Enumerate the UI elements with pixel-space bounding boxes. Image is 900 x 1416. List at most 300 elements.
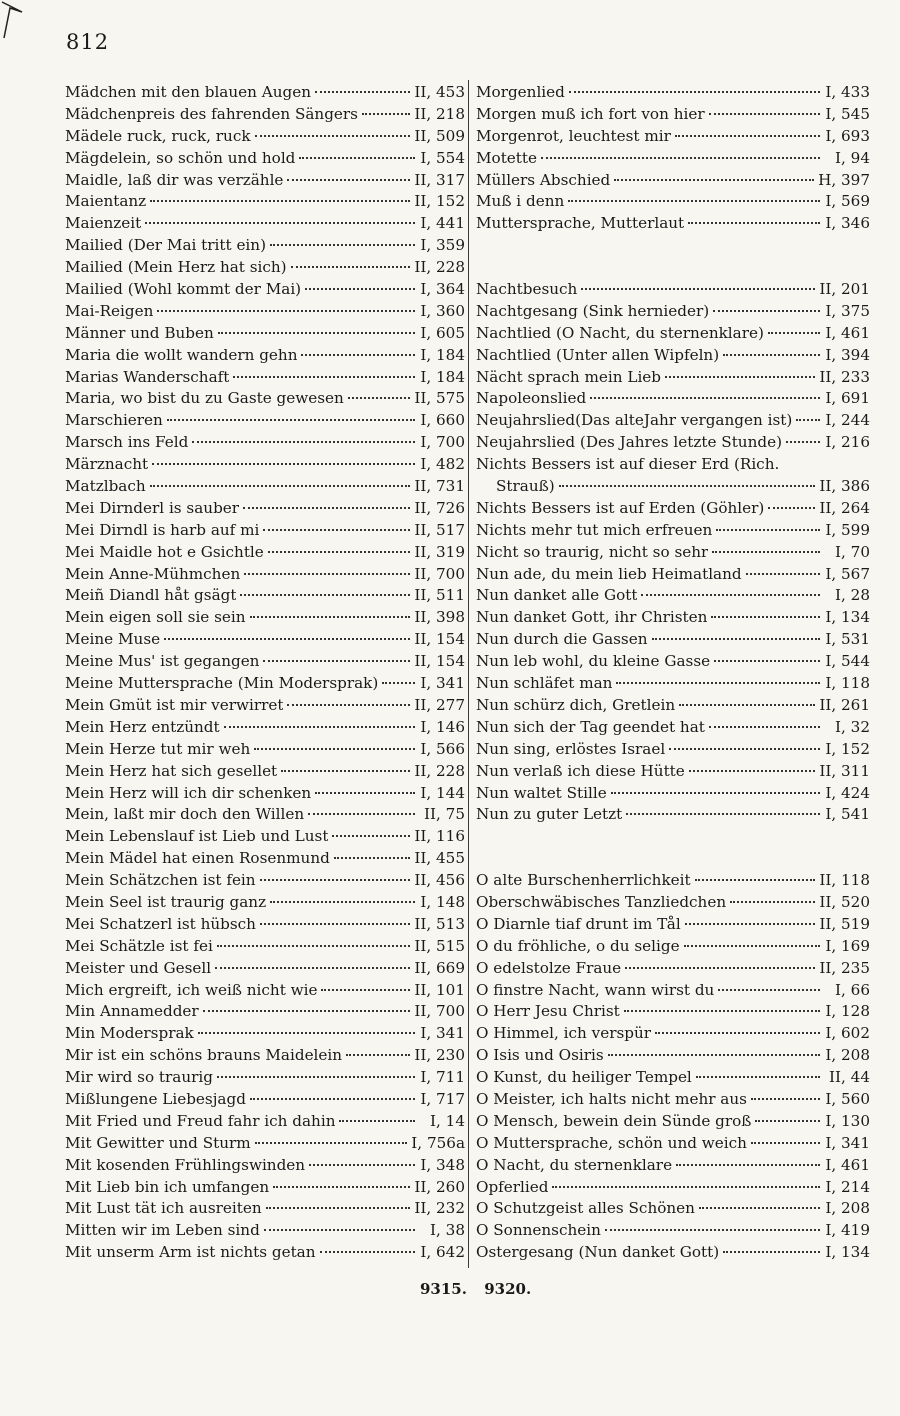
index-entry [476,1155,870,1177]
index-entry [476,542,870,564]
entry-reference: I, 394 [825,345,870,364]
dot-leader [309,1164,415,1166]
entry-title: O Herr Jesu Christ [476,1002,620,1021]
index-entry [65,1155,465,1177]
entry-title: Strauß) [496,477,555,496]
index-entry [65,323,465,345]
index-entry [65,826,465,848]
dot-leader [730,901,815,903]
dot-leader [203,1010,411,1012]
dot-leader [305,288,415,290]
entry-title: Morgenlied [476,83,565,101]
entry-title: Meiñ Diandl håt gsägt [65,586,237,605]
entry-title: Mei Schätzle ist fei [65,936,213,955]
entry-reference: II, 230 [414,1046,465,1065]
entry-reference: I, 560 [825,1089,870,1108]
entry-reference: II, 319 [414,542,465,561]
dot-leader [198,1032,415,1034]
section-gap [476,235,870,257]
entry-reference: II, 260 [414,1177,465,1196]
entry-reference: I, 348 [420,1155,465,1174]
entry-reference: II, 456 [414,871,465,890]
index-entry [476,191,870,213]
entry-reference: II, 700 [414,1002,465,1021]
dot-leader [218,332,415,334]
entry-title: Nichts Bessers ist auf dieser Erd (Rich. [476,455,780,474]
index-entry [476,1023,870,1045]
index-entry [476,629,870,651]
entry-reference: II, 398 [414,608,465,627]
dot-leader [273,1186,410,1188]
entry-title: Mädchen mit den blauen Augen [65,83,311,101]
entry-title: Nun sing, erlöstes Israel [476,739,666,758]
entry-title: Meine Mus' ist gegangen [65,652,260,671]
index-entry [65,410,465,432]
index-entry [476,980,870,1002]
index-entry [476,936,870,958]
entry-title: O finstre Nacht, wann wirst du [476,980,715,999]
dot-leader [696,1076,820,1078]
dot-leader [382,682,415,684]
dot-leader [625,967,815,969]
entry-reference: II, 101 [414,980,465,999]
index-entry [476,126,870,148]
dot-leader [569,91,820,93]
dot-leader [605,1229,820,1231]
index-entry [476,585,870,607]
entry-reference: I, 642 [420,1243,465,1262]
index-entry [476,388,870,410]
index-entry [65,170,465,192]
dot-leader [254,748,415,750]
entry-title: Meine Muse [65,630,161,649]
dot-leader [281,770,410,772]
index-entry [476,1133,870,1155]
entry-title: Mai-Reigen [65,301,154,320]
column-divider [468,80,469,1268]
index-entry [476,783,870,805]
entry-title: Mädele ruck, ruck, ruck [65,126,251,145]
entry-reference: I, 569 [825,192,870,211]
entry-reference: II, 277 [414,695,465,714]
dot-leader [260,923,410,925]
dot-leader [321,989,410,991]
entry-title: Nachtbesuch [476,280,578,299]
entry-reference: I, 660 [420,411,465,430]
entry-reference: I, 341 [420,674,465,693]
entry-title: Nichts mehr tut mich erfreuen [476,520,713,539]
dot-leader [689,770,816,772]
entry-reference: I, 433 [825,83,870,101]
dot-leader [255,135,411,137]
entry-title: Mailied (Der Mai tritt ein) [65,236,266,255]
entry-reference: I, 531 [825,630,870,649]
index-entry [65,980,465,1002]
dot-leader [346,1054,410,1056]
index-entry [476,82,870,104]
index-entry [476,564,870,586]
dot-leader [217,945,411,947]
entry-title: Nun ade, du mein lieb Heimatland [476,564,742,583]
dot-leader [685,923,816,925]
index-entry [65,279,465,301]
index-entry [476,1198,870,1220]
dot-leader [695,879,816,881]
entry-title: Nun danket Gott, ihr Christen [476,608,708,627]
entry-reference: I, 208 [825,1046,870,1065]
entry-reference: II, 228 [414,258,465,277]
entry-title: Müllers Abschied [476,170,611,189]
entry-reference: I, 541 [825,805,870,824]
entry-reference: I, 441 [420,214,465,233]
entry-title: Mein Herz hat sich gesellet [65,761,278,780]
entry-title: Mein Mädel hat einen Rosenmund [65,849,330,868]
entry-title: Nichts Bessers ist auf Erden (Göhler) [476,498,765,517]
index-entry [476,476,870,498]
dot-leader [150,200,410,202]
index-entry [65,1089,465,1111]
entry-reference: I, 424 [825,783,870,802]
entry-title: Mitten wir im Leben sind [65,1221,260,1240]
entry-reference: I, 118 [825,674,870,693]
entry-title: Mädchenpreis des fahrenden Sängers [65,104,358,123]
entry-reference: II, 726 [414,498,465,517]
index-entry [65,892,465,914]
entry-reference: I, 32 [835,717,870,736]
entry-reference: II, 519 [819,914,870,933]
dot-leader [334,857,411,859]
entry-title: O Mensch, bewein dein Sünde groß [476,1111,752,1130]
dot-leader [608,1054,820,1056]
index-entry [65,367,465,389]
entry-title: Motette [476,148,537,167]
entry-reference: I, 461 [825,1155,870,1174]
index-entry [476,1045,870,1067]
entry-reference: II, 228 [414,761,465,780]
entry-reference: I, 691 [825,389,870,408]
entry-reference: II, 386 [819,477,870,496]
section-gap [476,848,870,870]
entry-title: Nächt sprach mein Lieb [476,367,662,386]
entry-title: Mei Dirndl is harb auf mi [65,520,260,539]
index-entry [65,936,465,958]
entry-reference: II, 235 [819,958,870,977]
index-entry [65,761,465,783]
entry-title: O Nacht, du sternenklare [476,1155,673,1174]
dot-leader [320,1251,415,1253]
dot-leader [332,835,410,837]
index-entry [476,761,870,783]
entry-title: Mit Fried und Freud fahr ich dahin [65,1111,336,1130]
index-entry [65,673,465,695]
footer-plate-numbers [420,1280,543,1298]
dot-leader [669,748,820,750]
dot-leader [746,573,820,575]
index-entry [476,454,870,476]
entry-reference: I, 602 [825,1024,870,1043]
entry-title: Mei Maidle hot e Gsichtle [65,542,264,561]
page-number: 812 [66,30,110,54]
dot-leader [541,157,820,159]
dot-leader [301,354,415,356]
entry-title: Mit kosenden Frühlingswinden [65,1155,306,1174]
dot-leader [167,419,415,421]
entry-title: O Muttersprache, schön und weich [476,1133,747,1152]
dot-leader [263,660,410,662]
entry-reference: II, 233 [819,367,870,386]
entry-reference: I, 152 [825,739,870,758]
entry-title: Mei Schatzerl ist hübsch [65,914,256,933]
dot-leader [723,354,820,356]
entry-title: Marsch ins Feld [65,433,189,452]
entry-reference: II, 509 [414,126,465,145]
entry-title: O Meister, ich halts nicht mehr aus [476,1089,747,1108]
index-entry [65,1177,465,1199]
entry-reference: I, 28 [835,586,870,605]
entry-reference: II, 154 [414,630,465,649]
index-entry [476,323,870,345]
index-entry [65,345,465,367]
entry-title: Meister und Gesell [65,958,212,977]
dot-leader [652,638,821,640]
entry-title: Nachtlied (Unter allen Wipfeln) [476,345,720,364]
entry-title: Maienzeit [65,214,142,233]
entry-title: Mein Schätzchen ist fein [65,871,256,890]
index-entry [65,388,465,410]
entry-title: O du fröhliche, o du selige [476,936,680,955]
dot-leader [714,660,820,662]
entry-title: Nun waltet Stille [476,783,607,802]
entry-title: Nun leb wohl, du kleine Gasse [476,652,711,671]
entry-reference: I, 244 [825,411,870,430]
entry-title: Nun danket alle Gott [476,586,638,605]
entry-reference: II, 264 [819,498,870,517]
entry-title: Mit unserm Arm ist nichts getan [65,1243,316,1262]
entry-reference: II, 517 [414,520,465,539]
index-entry [476,432,870,454]
dot-leader [590,397,820,399]
index-entry [65,1220,465,1242]
dot-leader [751,1098,820,1100]
entry-reference: I, 360 [420,301,465,320]
dot-leader [233,376,415,378]
dot-leader [559,485,816,487]
entry-reference: II, 513 [414,914,465,933]
dot-leader [552,1186,820,1188]
index-entry [476,651,870,673]
entry-reference: II, 317 [414,170,465,189]
dot-leader [723,1251,820,1253]
dot-leader [240,594,410,596]
entry-title: Mei Dirnderl is sauber [65,498,240,517]
dot-leader [641,594,820,596]
entry-reference: I, 566 [420,739,465,758]
entry-title: Min Annamedder [65,1002,199,1021]
entry-reference: II, 44 [829,1068,870,1087]
entry-title: Märznacht [65,455,149,474]
dot-leader [675,135,820,137]
entry-reference: II, 232 [414,1199,465,1218]
dot-leader [581,288,815,290]
index-entry [476,279,870,301]
index-entry [65,1067,465,1089]
index-entry [65,1111,465,1133]
index-entry [65,585,465,607]
section-gap [476,257,870,279]
entry-title: Mißlungene Liebesjagd [65,1089,246,1108]
index-entry [65,454,465,476]
entry-title: Nicht so traurig, nicht so sehr [476,542,709,561]
entry-reference: II, 453 [414,83,465,101]
entry-reference: I, 545 [825,104,870,123]
index-column-right [476,82,870,1264]
entry-title: Oberschwäbisches Tanzliedchen [476,892,727,911]
entry-title: Maientanz [65,192,147,211]
dot-leader [712,551,820,553]
entry-title: O Isis und Osiris [476,1046,604,1065]
entry-reference: I, 599 [825,520,870,539]
dot-leader [611,792,820,794]
index-entry [476,958,870,980]
dot-leader [339,1120,415,1122]
dot-leader [665,376,815,378]
index-entry [65,629,465,651]
index-entry [65,607,465,629]
dot-leader [264,1229,415,1231]
index-column-left [65,82,465,1264]
index-entry [65,148,465,170]
entry-title: Nachtgesang (Sink hernieder) [476,301,710,320]
dot-leader [626,813,820,815]
index-entry [476,914,870,936]
dot-leader [243,507,410,509]
entry-reference: II, 154 [414,652,465,671]
entry-reference: I, 341 [825,1133,870,1152]
dot-leader [192,441,415,443]
entry-title: Mein eigen soll sie sein [65,608,246,627]
entry-title: Mit Lust tät ich ausreiten [65,1199,262,1218]
entry-reference: I, 134 [825,608,870,627]
entry-reference: II, 116 [414,827,465,846]
entry-title: Mein Herze tut mir weh [65,739,251,758]
index-entry [476,1177,870,1199]
entry-reference: I, 38 [430,1221,465,1240]
entry-title: Neujahrslied(Das alteJahr vergangen ist) [476,411,793,430]
dot-leader [315,91,410,93]
index-entry [476,148,870,170]
entry-reference: I, 717 [420,1089,465,1108]
index-entry [65,717,465,739]
dot-leader [768,332,820,334]
entry-reference: I, 184 [420,367,465,386]
index-entry [476,213,870,235]
index-entry [65,542,465,564]
dot-leader [568,200,820,202]
entry-title: Mailied (Wohl kommt der Mai) [65,280,302,299]
dot-leader [796,419,820,421]
dot-leader [266,1207,411,1209]
entry-title: Mit Gewitter und Sturm [65,1133,251,1152]
entry-title: Morgenrot, leuchtest mir [476,126,671,145]
entry-title: O Kunst, du heiliger Tempel [476,1068,692,1087]
index-entry [65,1045,465,1067]
dot-leader [751,1142,820,1144]
index-entry [65,870,465,892]
entry-title: Marias Wanderschaft [65,367,230,386]
index-entry [65,498,465,520]
entry-title: Maria die wollt wandern gehn [65,345,298,364]
index-entry [476,1089,870,1111]
entry-title: Mägdelein, so schön und hold [65,148,296,167]
entry-title: Napoleonslied [476,389,587,408]
index-entry [65,739,465,761]
entry-reference: II, 118 [819,871,870,890]
dot-leader [679,704,815,706]
index-entry [476,1220,870,1242]
dot-leader [718,989,820,991]
entry-reference: I, 169 [825,936,870,955]
entry-reference: II, 511 [414,586,465,605]
entry-title: Mich ergreift, ich weiß nicht wie [65,980,318,999]
entry-title: Männer und Buben [65,323,214,342]
entry-title: Nun schläfet man [476,674,613,693]
entry-title: Mein Lebenslauf ist Lieb und Lust [65,827,329,846]
entry-reference: I, 567 [825,564,870,583]
dot-leader [263,529,410,531]
entry-title: Nun schürz dich, Gretlein [476,695,676,714]
index-entry [65,432,465,454]
index-entry [476,739,870,761]
dot-leader [655,1032,820,1034]
index-entry [476,520,870,542]
index-entry [65,213,465,235]
index-entry [476,804,870,826]
index-entry [476,607,870,629]
dot-leader [713,310,820,312]
entry-title: Marschieren [65,411,163,430]
entry-title: Meine Muttersprache (Min Modersprak) [65,674,379,693]
dot-leader [624,1010,820,1012]
entry-title: Mein, laßt mir doch den Willen [65,805,305,824]
entry-reference: I, 346 [825,214,870,233]
index-entry [65,1001,465,1023]
index-entry [65,1023,465,1045]
dot-leader [362,113,410,115]
entry-reference: II, 201 [819,280,870,299]
dot-leader [308,813,415,815]
dot-leader [157,310,415,312]
dot-leader [291,266,411,268]
dot-leader [260,879,411,881]
index-entry [65,82,465,104]
entry-title: O edelstolze Fraue [476,958,622,977]
entry-reference: II, 311 [819,761,870,780]
index-entry [476,1242,870,1264]
index-entry [476,410,870,432]
dot-leader [676,1164,820,1166]
index-entry [476,870,870,892]
entry-reference: I, 216 [825,433,870,452]
entry-reference: I, 419 [825,1221,870,1240]
dot-leader [270,244,415,246]
entry-reference: I, 756a [411,1133,465,1152]
dot-leader [709,113,820,115]
index-entry [476,367,870,389]
entry-reference: II, 520 [819,892,870,911]
entry-title: Mein Herz entzündt [65,717,220,736]
entry-reference: I, 364 [420,280,465,299]
entry-reference: I, 144 [420,783,465,802]
